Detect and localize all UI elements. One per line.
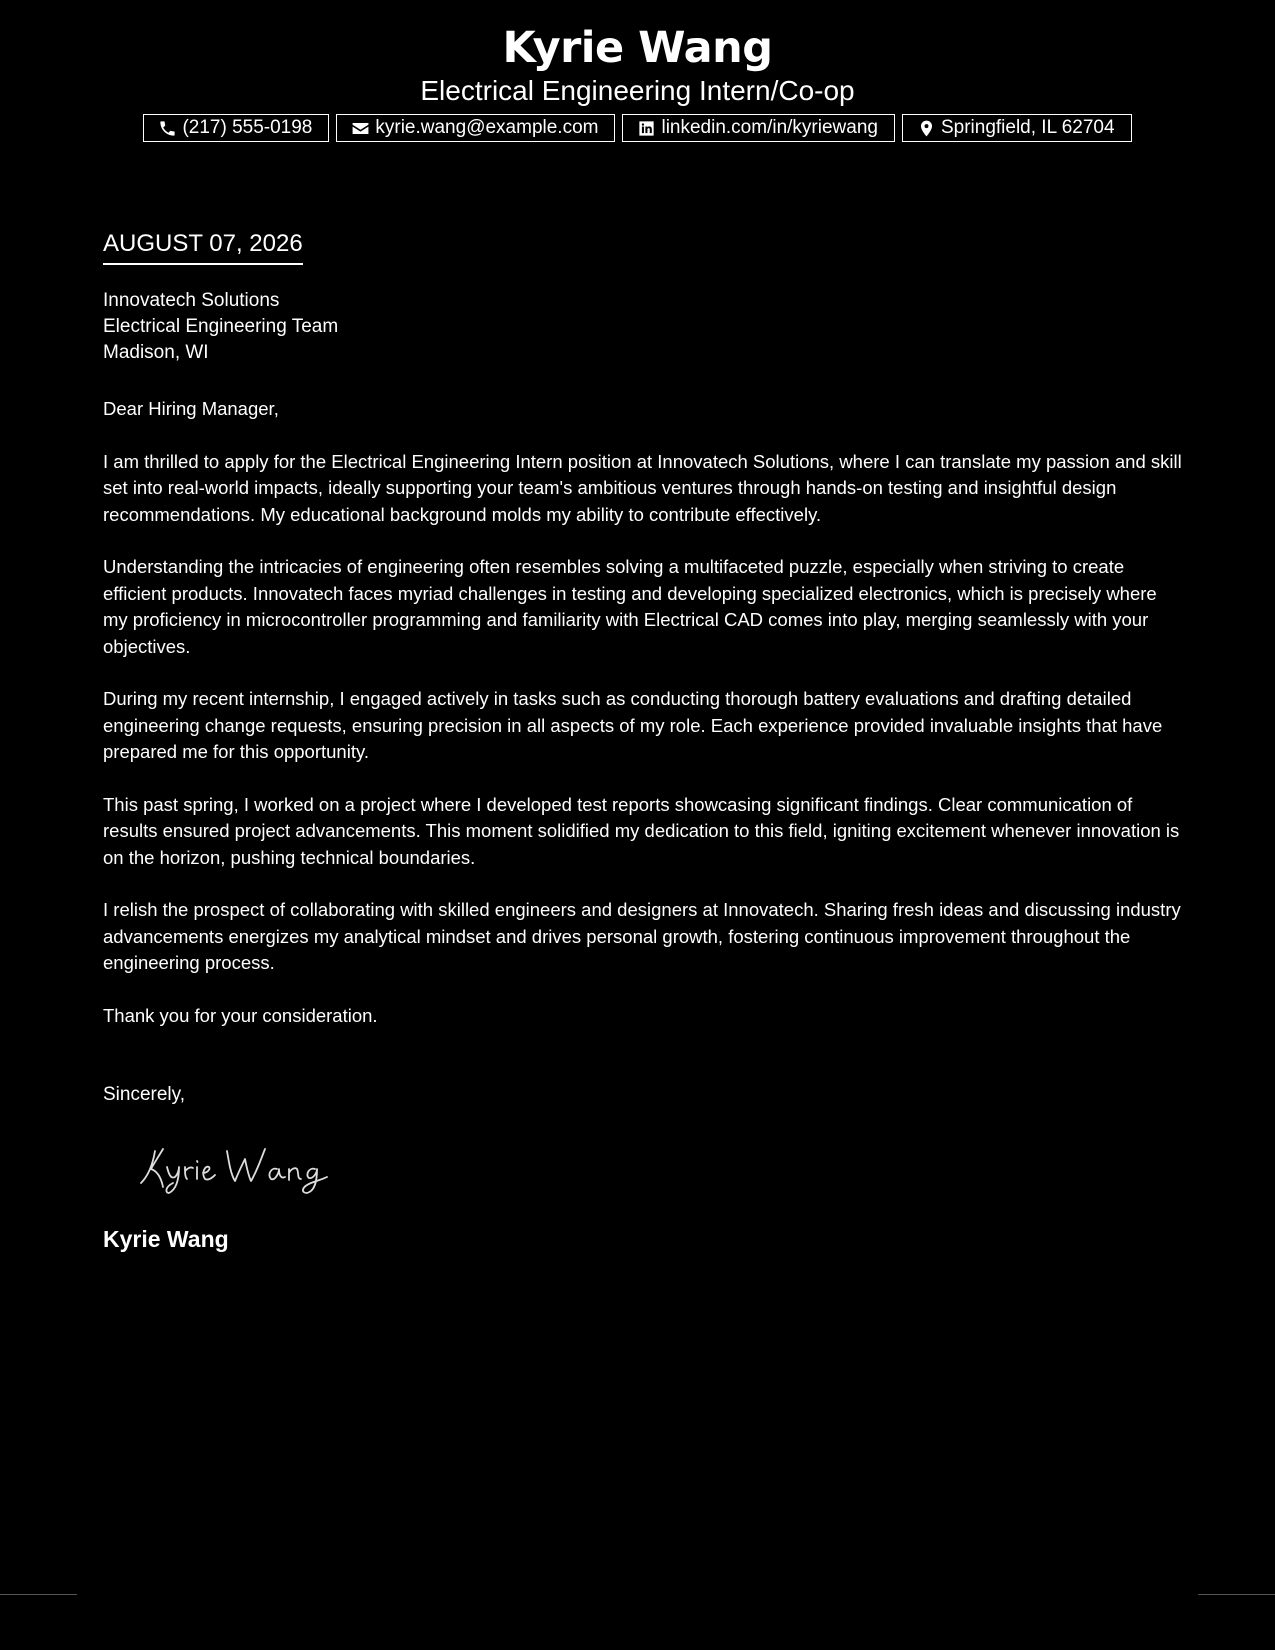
body-paragraph: Understanding the intricacies of engineering often resembles solving a multifaceted puzzle, especially when striving to create efficient products. Innovatech faces myriad challenges in testing and developing specialized electronics, which is precisely where my proficiency in microcontroller programming and familiarity with Electrical CAD comes into play, merging seamlessly with your objectives.: [103, 556, 1157, 657]
body-paragraph: During my recent internship, I engaged actively in tasks such as conducting thorough battery evaluations and drafting detailed engineering change requests, ensuring precision in all aspects of my role. Each experience provided invaluable insights that have prepared me for this opportunity.: [103, 688, 1163, 762]
footer-rule-left: [0, 1594, 77, 1595]
recipient-location: Madison, WI: [103, 342, 209, 363]
letter-body: [103, 396, 1183, 1055]
contact-phone[interactable]: [143, 114, 329, 142]
closing-line: Sincerely,: [103, 1084, 186, 1105]
handwritten-signature: [133, 1137, 373, 1197]
contact-email[interactable]: [336, 114, 615, 142]
contact-location-text: Springfield, IL 62704: [940, 117, 1115, 138]
applicant-name: Kyrie Wang: [502, 23, 773, 73]
phone-icon: [158, 119, 177, 138]
contact-phone-text: (217) 555-0198: [182, 117, 313, 138]
signer-name: Kyrie Wang: [103, 1226, 229, 1252]
contact-linkedin[interactable]: [622, 114, 895, 142]
applicant-title: Electrical Engineering Intern/Co-op: [420, 75, 855, 106]
contact-email-text: kyrie.wang@example.com: [375, 117, 599, 138]
body-paragraph: I am thrilled to apply for the Electrical Engineering Intern position at Innovatech Solutions, where I can translate my passion and skill set into real-world impacts, ideally supporting your team's ambitious ventures through hands-on testing and insightful design recommendations. My educational background molds my ability to contribute effectively.: [103, 450, 1182, 525]
recipient-team: Electrical Engineering Team: [103, 316, 339, 337]
linkedin-icon: [637, 119, 656, 138]
footer-rule-right: [1198, 1594, 1275, 1595]
letter-date: AUGUST 07, 2026: [103, 229, 303, 265]
letterhead: [0, 22, 1275, 108]
body-paragraph: I relish the prospect of collaborating with skilled engineers and designers at Innovatech. Sharing fresh ideas and discussing industry advancements energizes my analytical mindset and drives personal growth, fostering continuous improvement throughout the engineering process.: [103, 899, 1181, 973]
recipient-block: [103, 288, 338, 366]
salutation: Dear Hiring Manager,: [103, 398, 279, 419]
contact-location: [902, 114, 1132, 142]
thanks-line: Thank you for your consideration.: [103, 1004, 378, 1026]
body-paragraph: This past spring, I worked on a project where I developed test reports showcasing significant findings. Clear communication of results ensured project advancements. This moment solidified my dedication to this field, igniting excitement whenever innovation is on the horizon, pushing technical boundaries.: [103, 793, 1180, 868]
contact-linkedin-text: linkedin.com/in/kyriewang: [661, 117, 878, 138]
contact-bar: [0, 114, 1275, 142]
recipient-company: Innovatech Solutions: [103, 290, 280, 311]
envelope-icon: [351, 119, 370, 138]
location-pin-icon: [917, 119, 936, 138]
